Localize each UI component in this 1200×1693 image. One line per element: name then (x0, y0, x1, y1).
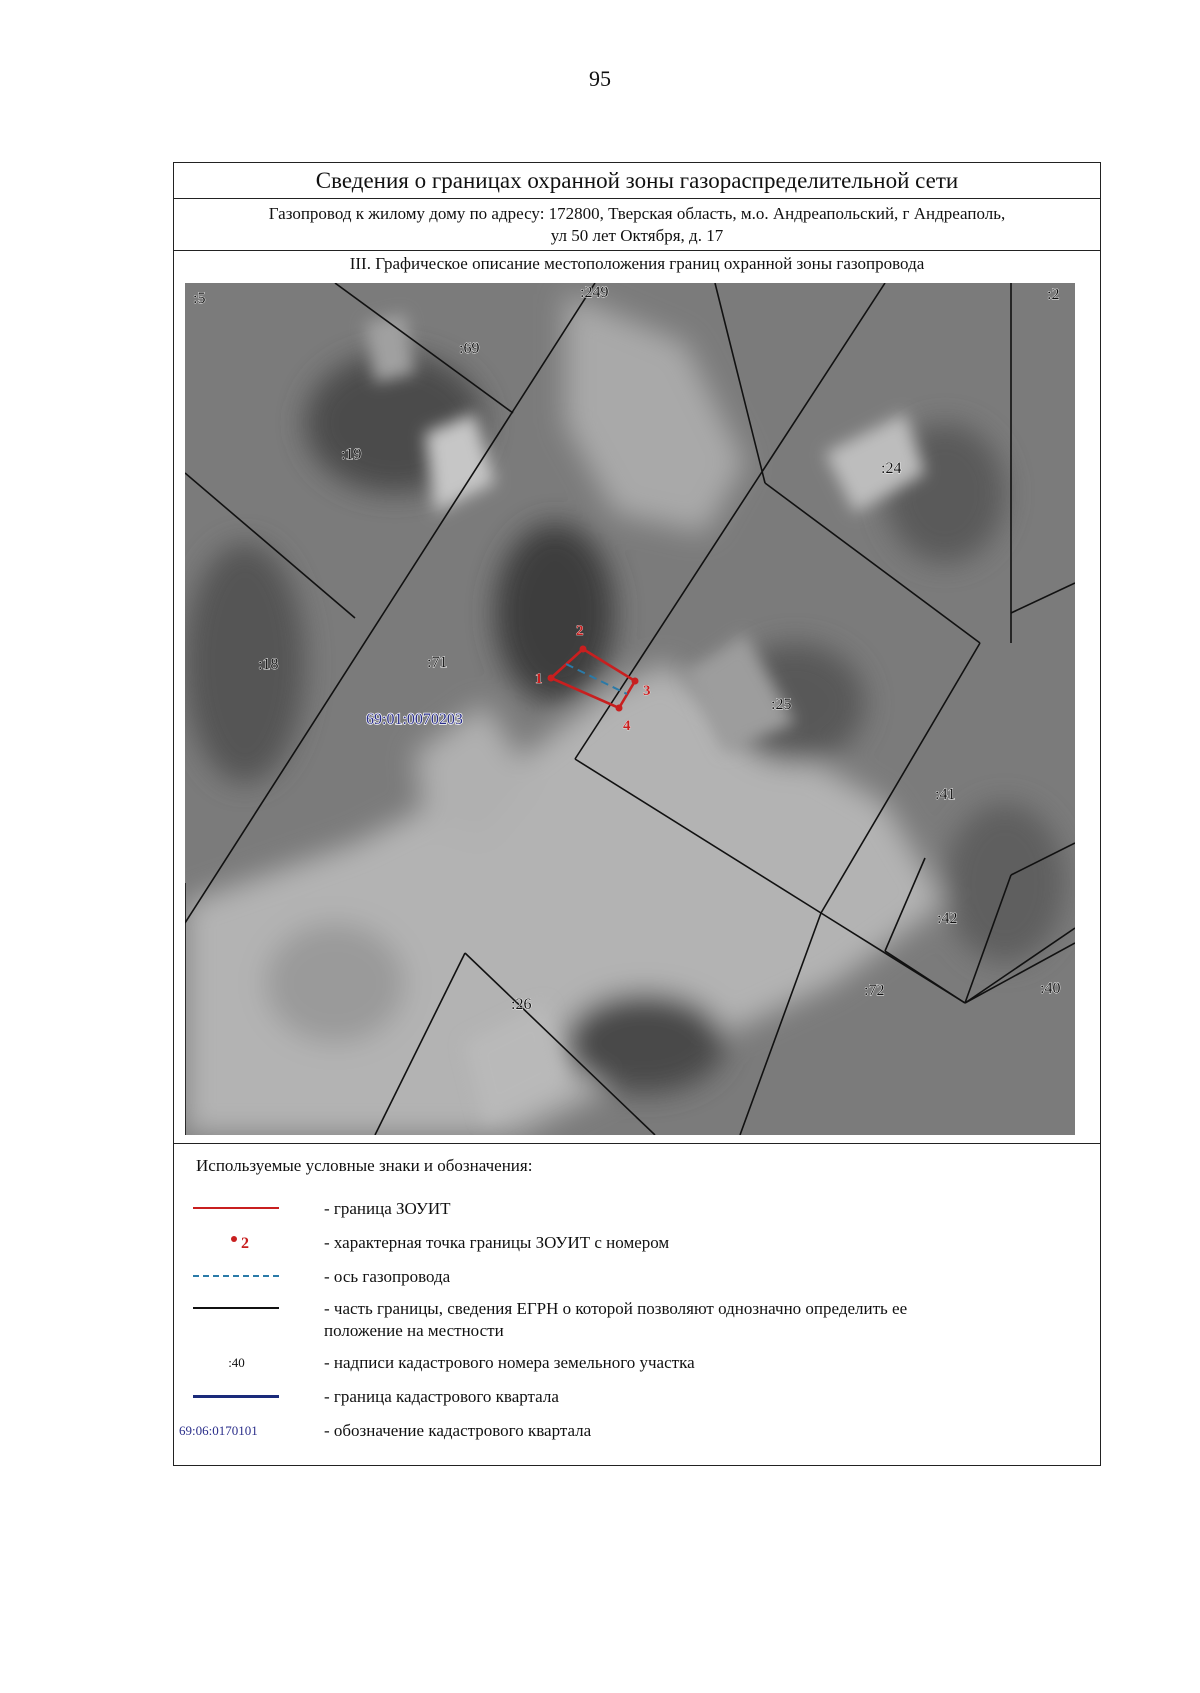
legend-symbol (179, 1415, 279, 1445)
black-line-symbol (193, 1307, 279, 1309)
point-label-1: 1 (535, 671, 543, 687)
legend-label: - надписи кадастрового номера земельного участка (324, 1353, 695, 1372)
legend-symbol (189, 1227, 279, 1257)
red-point-symbol (231, 1236, 237, 1242)
legend-symbol (189, 1261, 279, 1291)
parcel-label: :25 (771, 696, 792, 713)
dashed-line-symbol (193, 1275, 279, 1277)
zone-point-4 (616, 705, 623, 712)
parcel-label: :5 (193, 290, 206, 307)
map-sheet-frame (173, 162, 1101, 1466)
parcel-label: :24 (881, 460, 902, 477)
parcel-number-symbol: :40 (228, 1355, 245, 1370)
blue-line-symbol (193, 1395, 279, 1398)
legend-label-line1: - часть границы, сведения ЕГРН о которой позволяют однозначно определить ее (324, 1299, 908, 1318)
legend-title: Используемые условные знаки и обозначения: (196, 1156, 533, 1175)
parcel-label: :71 (427, 654, 448, 671)
object-description-line2: ул 50 лет Октября, д. 17 (550, 226, 724, 245)
point-label-3: 3 (643, 683, 651, 699)
parcel-label: :40 (1040, 980, 1061, 997)
cadastral-quarter-label: 69:01:0070203 (366, 711, 463, 728)
legend-item-parcel-number (174, 1347, 1100, 1377)
legend-symbol (189, 1293, 279, 1323)
parcel-label: :26 (511, 996, 532, 1013)
zone-point-1 (548, 675, 555, 682)
zone-point-3 (632, 678, 639, 685)
parcel-label: :72 (864, 982, 885, 999)
aerial-map[interactable] (185, 283, 1075, 1135)
legend-item-parcel-boundary (174, 1293, 1100, 1340)
quarter-label-symbol: 69:06:0170101 (179, 1423, 258, 1438)
legend-item-point (174, 1227, 1100, 1257)
section-heading: III. Графическое описание местоположения границ охранной зоны газопровода (349, 254, 925, 273)
parcel-label: :69 (459, 340, 480, 357)
legend-symbol (189, 1381, 279, 1411)
parcel-label: :42 (937, 910, 958, 927)
legend-label: - обозначение кадастрового квартала (324, 1421, 592, 1440)
parcel-label: :41 (935, 786, 956, 803)
legend-label: - характерная точка границы ЗОУИТ с номером (324, 1233, 670, 1252)
legend-label-line2: положение на местности (324, 1321, 504, 1340)
parcel-label: :19 (341, 446, 362, 463)
sheet-title: Сведения о границах охранной зоны газораспределительной сети (174, 163, 1100, 199)
red-line-symbol (193, 1207, 279, 1209)
legend-label: - ось газопровода (324, 1267, 451, 1286)
legend-item-quarter-label (174, 1415, 1100, 1445)
legend-label: - граница кадастрового квартала (324, 1387, 559, 1406)
point-number-symbol: 2 (241, 1235, 249, 1252)
page-number: 95 (589, 66, 611, 91)
legend-symbol (189, 1193, 279, 1223)
legend-item-quarter-boundary (174, 1381, 1100, 1411)
legend-item-zone-boundary (174, 1193, 1100, 1223)
parcel-label: :249 (580, 284, 609, 301)
legend-item-axis (174, 1261, 1100, 1291)
object-description-line1: Газопровод к жилому дому по адресу: 172800, Тверская область, м.о. Андреапольский, г Андреаполь, (268, 204, 1006, 223)
map-canvas (185, 283, 1075, 1135)
point-label-2: 2 (576, 623, 584, 639)
parcel-label: :18 (258, 656, 279, 673)
legend-label (324, 1298, 1024, 1342)
parcel-label: :2 (1047, 286, 1060, 303)
point-label-4: 4 (623, 718, 631, 734)
object-description (174, 199, 1100, 251)
zone-point-2 (580, 646, 587, 653)
legend-symbol (189, 1347, 279, 1377)
legend-label: - граница ЗОУИТ (324, 1199, 451, 1218)
map-divider (174, 1143, 1100, 1144)
